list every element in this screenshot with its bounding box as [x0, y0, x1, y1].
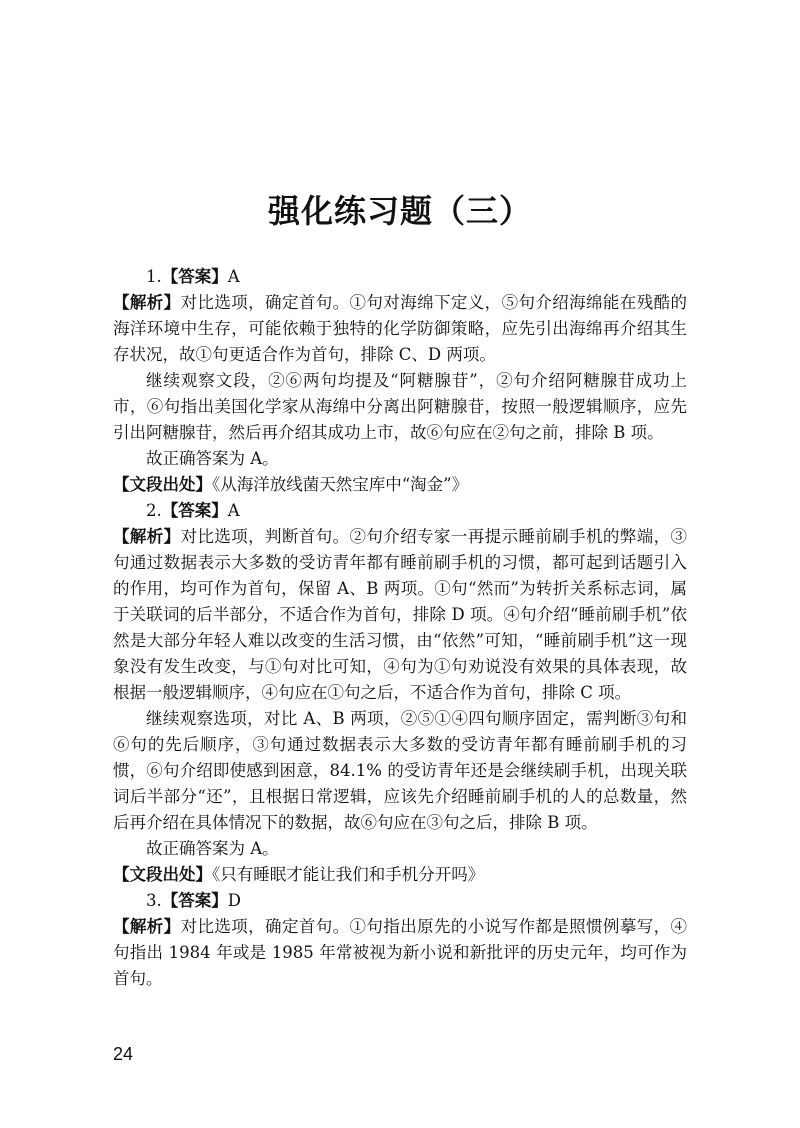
question-1-answer: [113, 264, 687, 290]
question-number: 1.: [146, 267, 162, 286]
analysis-tag: 【解析】: [113, 527, 181, 546]
source-tag: 【文段出处】: [113, 865, 212, 884]
question-2-analysis: [113, 524, 687, 706]
question-1-conclusion: 故正确答案为 A。: [146, 449, 279, 468]
question-1-analysis: [113, 290, 687, 368]
answer-tag: 【答案】: [161, 501, 228, 520]
analysis-text: 对比选项，判断首句。②句介绍专家一再提示睡前刷手机的弊端，③句通过数据表示大多数的受访青年都有睡前刷手机的习惯，都可起到话题引入的作用，均可作为首句，保留 A、B 两项。①句“然而”为转折关系标志词，属于关联词的后半部分，不适合作为首句，排除 D 项。④句介绍“睡前刷手机”依然是大部分年轻人难以改变的生活习惯，由“依然”可知，“睡前刷手机”这一现象没有发生改变，与①句对比可知，④句为①句劝说没有效果的具体表现，故根据一般逻辑顺序，④句应在①句之后，不适合作为首句，排除 C 项。: [113, 527, 688, 702]
question-2-source: [113, 862, 687, 888]
answer-tag: 【答案】: [161, 891, 228, 910]
page-title: 强化练习题（三）: [267, 192, 532, 230]
question-3-answer: [113, 888, 687, 914]
answer-content: [113, 264, 687, 992]
question-3-analysis: [113, 914, 687, 992]
question-1-source: [113, 472, 687, 498]
analysis-tag: 【解析】: [113, 917, 181, 936]
answer-value: A: [227, 267, 240, 286]
answer-tag: 【答案】: [161, 267, 228, 286]
analysis-text: 对比选项，确定首句。①句对海绵下定义，⑤句介绍海绵能在残酷的海洋环境中生存，可能依赖于独特的化学防御策略，应先引出海绵再介绍其生存状况，故①句更适合作为首句，排除 C、D 两项。: [113, 293, 688, 364]
analysis-tag: 【解析】: [113, 293, 181, 312]
source-tag: 【文段出处】: [113, 475, 212, 494]
question-number: 2.: [146, 501, 162, 520]
question-number: 3.: [146, 891, 162, 910]
source-text: 《只有睡眠才能让我们和手机分开吗》: [212, 865, 485, 884]
source-text: 《从海洋放线菌天然宝库中“淘金”》: [212, 475, 469, 494]
page-number: 24: [113, 1044, 134, 1064]
question-2-para2: 继续观察选项，对比 A、B 两项，②⑤①④四句顺序固定，需判断③句和⑥句的先后顺序，③句通过数据表示大多数的受访青年都有睡前刷手机的习惯，⑥句介绍即使感到困意，84.1% 的受访青年还是会继续刷手机，出现关联词后半部分“还”，且根据日常逻辑，应该先介绍睡前刷手机的人的总数量，然后再介绍在具体情况下的数据，故⑥句应在③句之后，排除 B 项。: [113, 709, 687, 832]
question-2-conclusion: 故正确答案为 A。: [146, 839, 279, 858]
analysis-text: 对比选项，确定首句。①句指出原先的小说写作都是照惯例摹写，④句指出 1984 年或是 1985 年常被视为新小说和新批评的历史元年，均可作为首句。: [113, 917, 688, 988]
question-1-para2: 继续观察文段，②⑥两句均提及“阿糖腺苷”，②句介绍阿糖腺苷成功上市，⑥句指出美国化学家从海绵中分离出阿糖腺苷，按照一般逻辑顺序，应先引出阿糖腺苷，然后再介绍其成功上市，故⑥句应在②句之前，排除 B 项。: [113, 371, 687, 442]
answer-value: D: [227, 891, 241, 910]
question-2-answer: [113, 498, 687, 524]
answer-value: A: [227, 501, 240, 520]
